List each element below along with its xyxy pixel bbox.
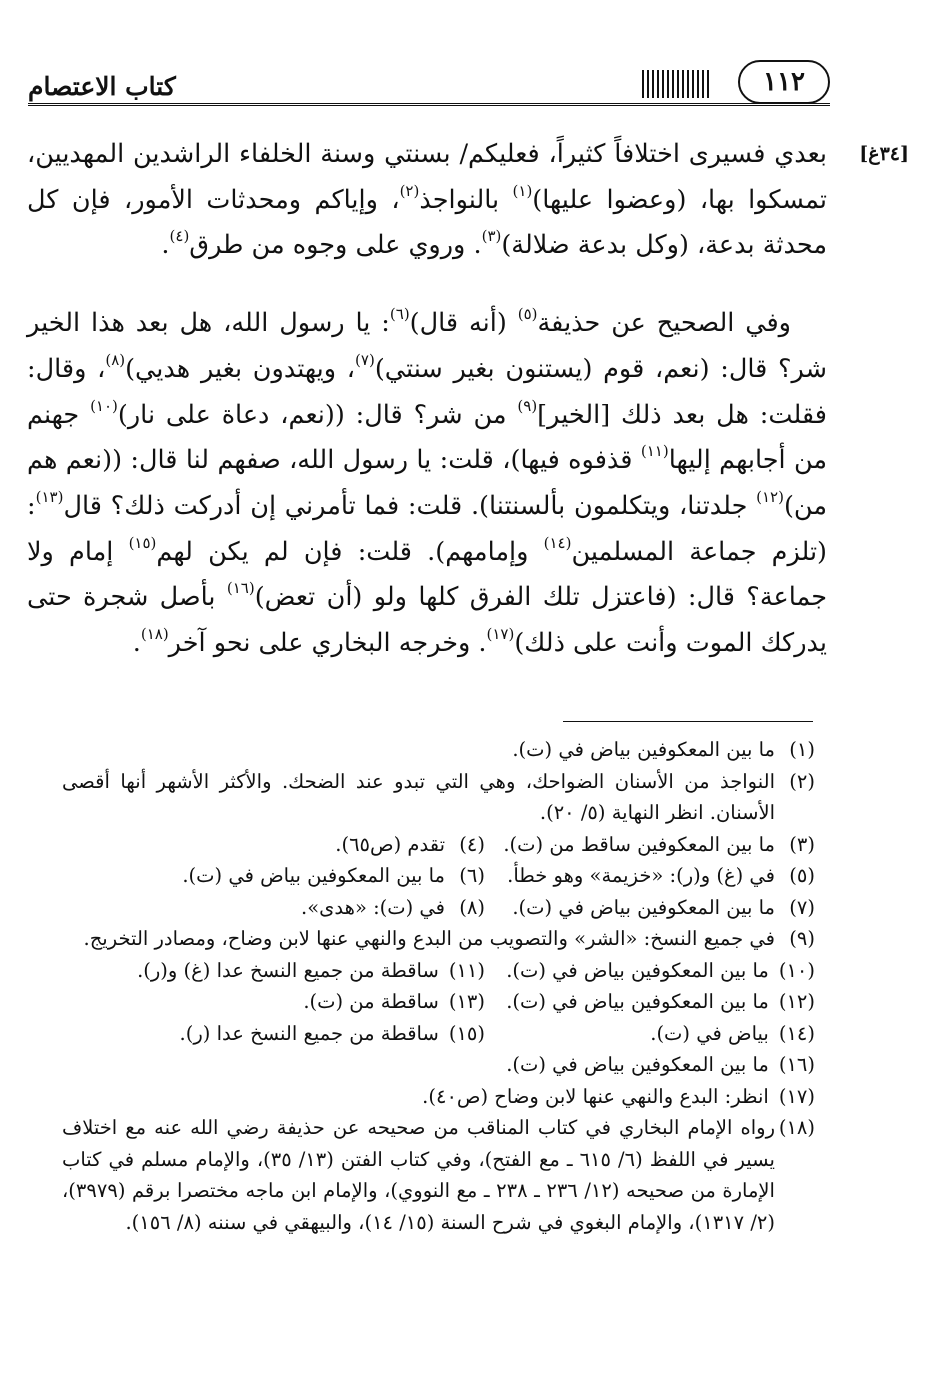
text-run: وفي الصحيح عن حذيفة [537,308,791,339]
text-run: من شر؟ قال: ((نعم، دعاة على نار) [117,399,518,430]
text-run: بالنواجذ [419,184,513,215]
footnote-text: بياض في (ت). [650,1021,769,1045]
text-run: بأصل شجرة حتى يدركك الموت وأنت على ذلك) [27,582,827,659]
footnote-marker: (١٥) [128,533,157,552]
text-run: جهنم من أجابهم إليها [27,399,828,476]
text-run: بعدي فسيرى اختلافاً كثيراً، فعليكم/ بسنتي وسنة الخلفاء الراشدين المهديين، تمسكوا بها، (وعضوا عليها) [27,139,828,215]
main-text [27,132,827,667]
footnote-number: (١٧) [778,1084,815,1108]
footnote-marker: (٩) [517,396,538,415]
footnote-number: (٥) [789,864,815,887]
footnote-text: ساقطة من جميع النسخ عدا (غ) و(ر). [137,958,439,982]
footnote-separator [563,721,813,722]
footnote-row [62,923,815,955]
footnote-number: (١٠) [778,958,815,982]
paragraph-2 [27,301,827,667]
header-rule [28,103,830,106]
footnote-marker: (١١) [640,442,669,461]
footnote-row [62,1112,815,1238]
footnote-row [62,955,815,987]
footnote-marker: (١٧) [486,625,515,644]
ornament-hatching [642,70,712,98]
footnote-text: ما بين المعكوفين بياض في (ت). [512,895,775,919]
manuscript-folio-marker: [٣٤غ] [859,143,909,165]
footnote-marker: (١٤) [543,533,572,552]
page-number-ornament [712,60,830,104]
footnote-text: رواه الإمام البخاري في كتاب المناقب من صحيحه عن حذيفة رضي الله عنه مع اختلاف يسير في اللفظ (٦/ ٦١٥ ـ مع الفتح)، وفي كتاب الفتن (١٣/ ٣٥)، والإمام مسلم في كتاب الإمارة من صحيحه (١٢/ ٢٣٦ ـ ٢٣٨ ـ مع النووي)، والإمام ابن ماجه مختصرا برقم (٣٩٧٩)، (٢/ ١٣١٧)، والإمام البغوي في شرح السنة (١٥/ ١٤)، والبيهقي في سننه (٨/ ١٥٦). [62,1116,775,1234]
footnote-number: (١١) [448,958,485,982]
footnote-marker: (١) [512,181,533,200]
footnote-marker: (٧) [355,350,375,369]
footnote-marker: (٥) [517,305,538,324]
footnote-text: ساقطة من جميع النسخ عدا (ر). [179,1021,439,1045]
footnote-text: ما بين المعكوفين بياض في (ت). [506,958,769,982]
text-run: قذفوه فيها)، قلت: يا رسول الله، صفهم لنا قال: ((نعم هم من) [27,445,827,521]
book-title: كتاب الاعتصام [28,72,176,101]
footnote-number: (١٢) [778,990,815,1013]
footnote-row [62,829,815,861]
footnote-marker: (١٢) [756,487,784,506]
footnote-number: (١٦) [778,1053,815,1076]
footnote-row [62,1018,815,1050]
footnote-text: ساقطة من (ت). [303,990,439,1013]
page-number: ١١٢ [738,60,830,104]
footnote-marker: (٤) [169,227,190,246]
footnote-marker: (٣) [481,227,502,246]
paragraph-1 [27,132,827,269]
text-run: جلدتنا، ويتكلمون بألسنتنا). قلت: فما تأمرني إن أدركت ذلك؟ قال [63,490,757,521]
text-run: ، ويهتدون بغير هديي) [125,353,356,384]
footnote-row [62,892,815,924]
footnote-row [62,766,815,829]
footnote-marker: (١٨) [140,625,169,644]
footnote-row [62,1049,815,1081]
footnote-number: (٤) [459,832,485,856]
footnote-marker: (١٠) [90,396,118,415]
footnote-marker: (٢) [399,181,420,200]
footnotes [62,734,815,1238]
footnote-marker: (٨) [105,350,126,369]
footnote-row [62,986,815,1018]
footnote-text: ما بين المعكوفين بياض في (ت). [182,864,445,887]
text-run: . وخرجه البخاري على نحو آخر [168,628,487,659]
text-run: : يا رسول الله، هل بعد هذا الخير شر؟ قال: (نعم، قوم (يستنون بغير سنتي) [27,308,827,384]
footnote-number: (١) [789,738,815,761]
footnote-row [62,1081,815,1113]
footnote-number: (٧) [789,895,815,919]
footnote-number: (٣) [789,832,815,856]
footnote-number: (١٨) [778,1116,815,1139]
text-run: . [132,628,141,659]
page-header [28,58,830,110]
footnote-text: انظر: البدع والنهي عنها لابن وضاح (ص٤٠). [422,1084,769,1108]
footnote-marker: (١٦) [226,579,255,598]
footnote-text: تقدم (ص٦٥). [335,832,445,856]
footnote-number: (١٣) [448,990,485,1013]
footnote-text: ما بين المعكوفين بياض في (ت). [506,1053,769,1076]
footnote-text: ما بين المعكوفين بياض في (ت). [512,738,775,761]
text-run: . وروي على وجوه من طرق [189,230,482,261]
text-run: : (تلزم جماعة المسلمين [27,490,828,567]
text-run: . [161,230,170,261]
footnote-number: (٢) [789,769,815,793]
footnote-text: في (ت): «هدى». [301,895,445,919]
footnote-number: (٨) [459,895,485,919]
text-run: ، وإياكم ومحدثات الأمور، فإن كل محدثة بدعة، (وكل بدعة ضلالة) [27,184,827,261]
text-run: ، وقال: فقلت: هل بعد ذلك [الخير] [27,353,827,430]
footnote-marker: (٦) [389,305,410,324]
footnote-row [62,860,815,892]
text-run: وإمامهم). قلت: فإن لم يكن لهم [156,536,544,567]
text-run: إمام ولا جماعة؟ قال: (فاعتزل تلك الفرق كلها ولو (أن تعض) [27,536,827,613]
footnote-row [62,734,815,766]
footnote-marker: (١٣) [35,487,64,506]
footnote-text: في (غ) و(ر): «خزيمة» وهو خطأ. [507,864,775,887]
footnote-text: النواجذ من الأسنان الضواحك، وهي التي تبدو عند الضحك. والأكثر الأشهر أنها أقصى الأسنان. انظر النهاية (٥/ ٢٠). [62,769,775,824]
footnote-number: (٩) [789,927,815,950]
footnote-text: ما بين المعكوفين بياض في (ت). [506,990,769,1013]
footnote-number: (١٥) [448,1021,485,1045]
footnote-number: (٦) [459,864,485,887]
footnote-number: (١٤) [778,1021,815,1045]
text-run: (أنه قال) [409,308,518,339]
footnote-text: في جميع النسخ: «الشر» والتصويب من البدع والنهي عنها لابن وضاح، ومصادر التخريج. [83,927,775,950]
footnote-text: ما بين المعكوفين ساقط من (ت). [503,832,775,856]
